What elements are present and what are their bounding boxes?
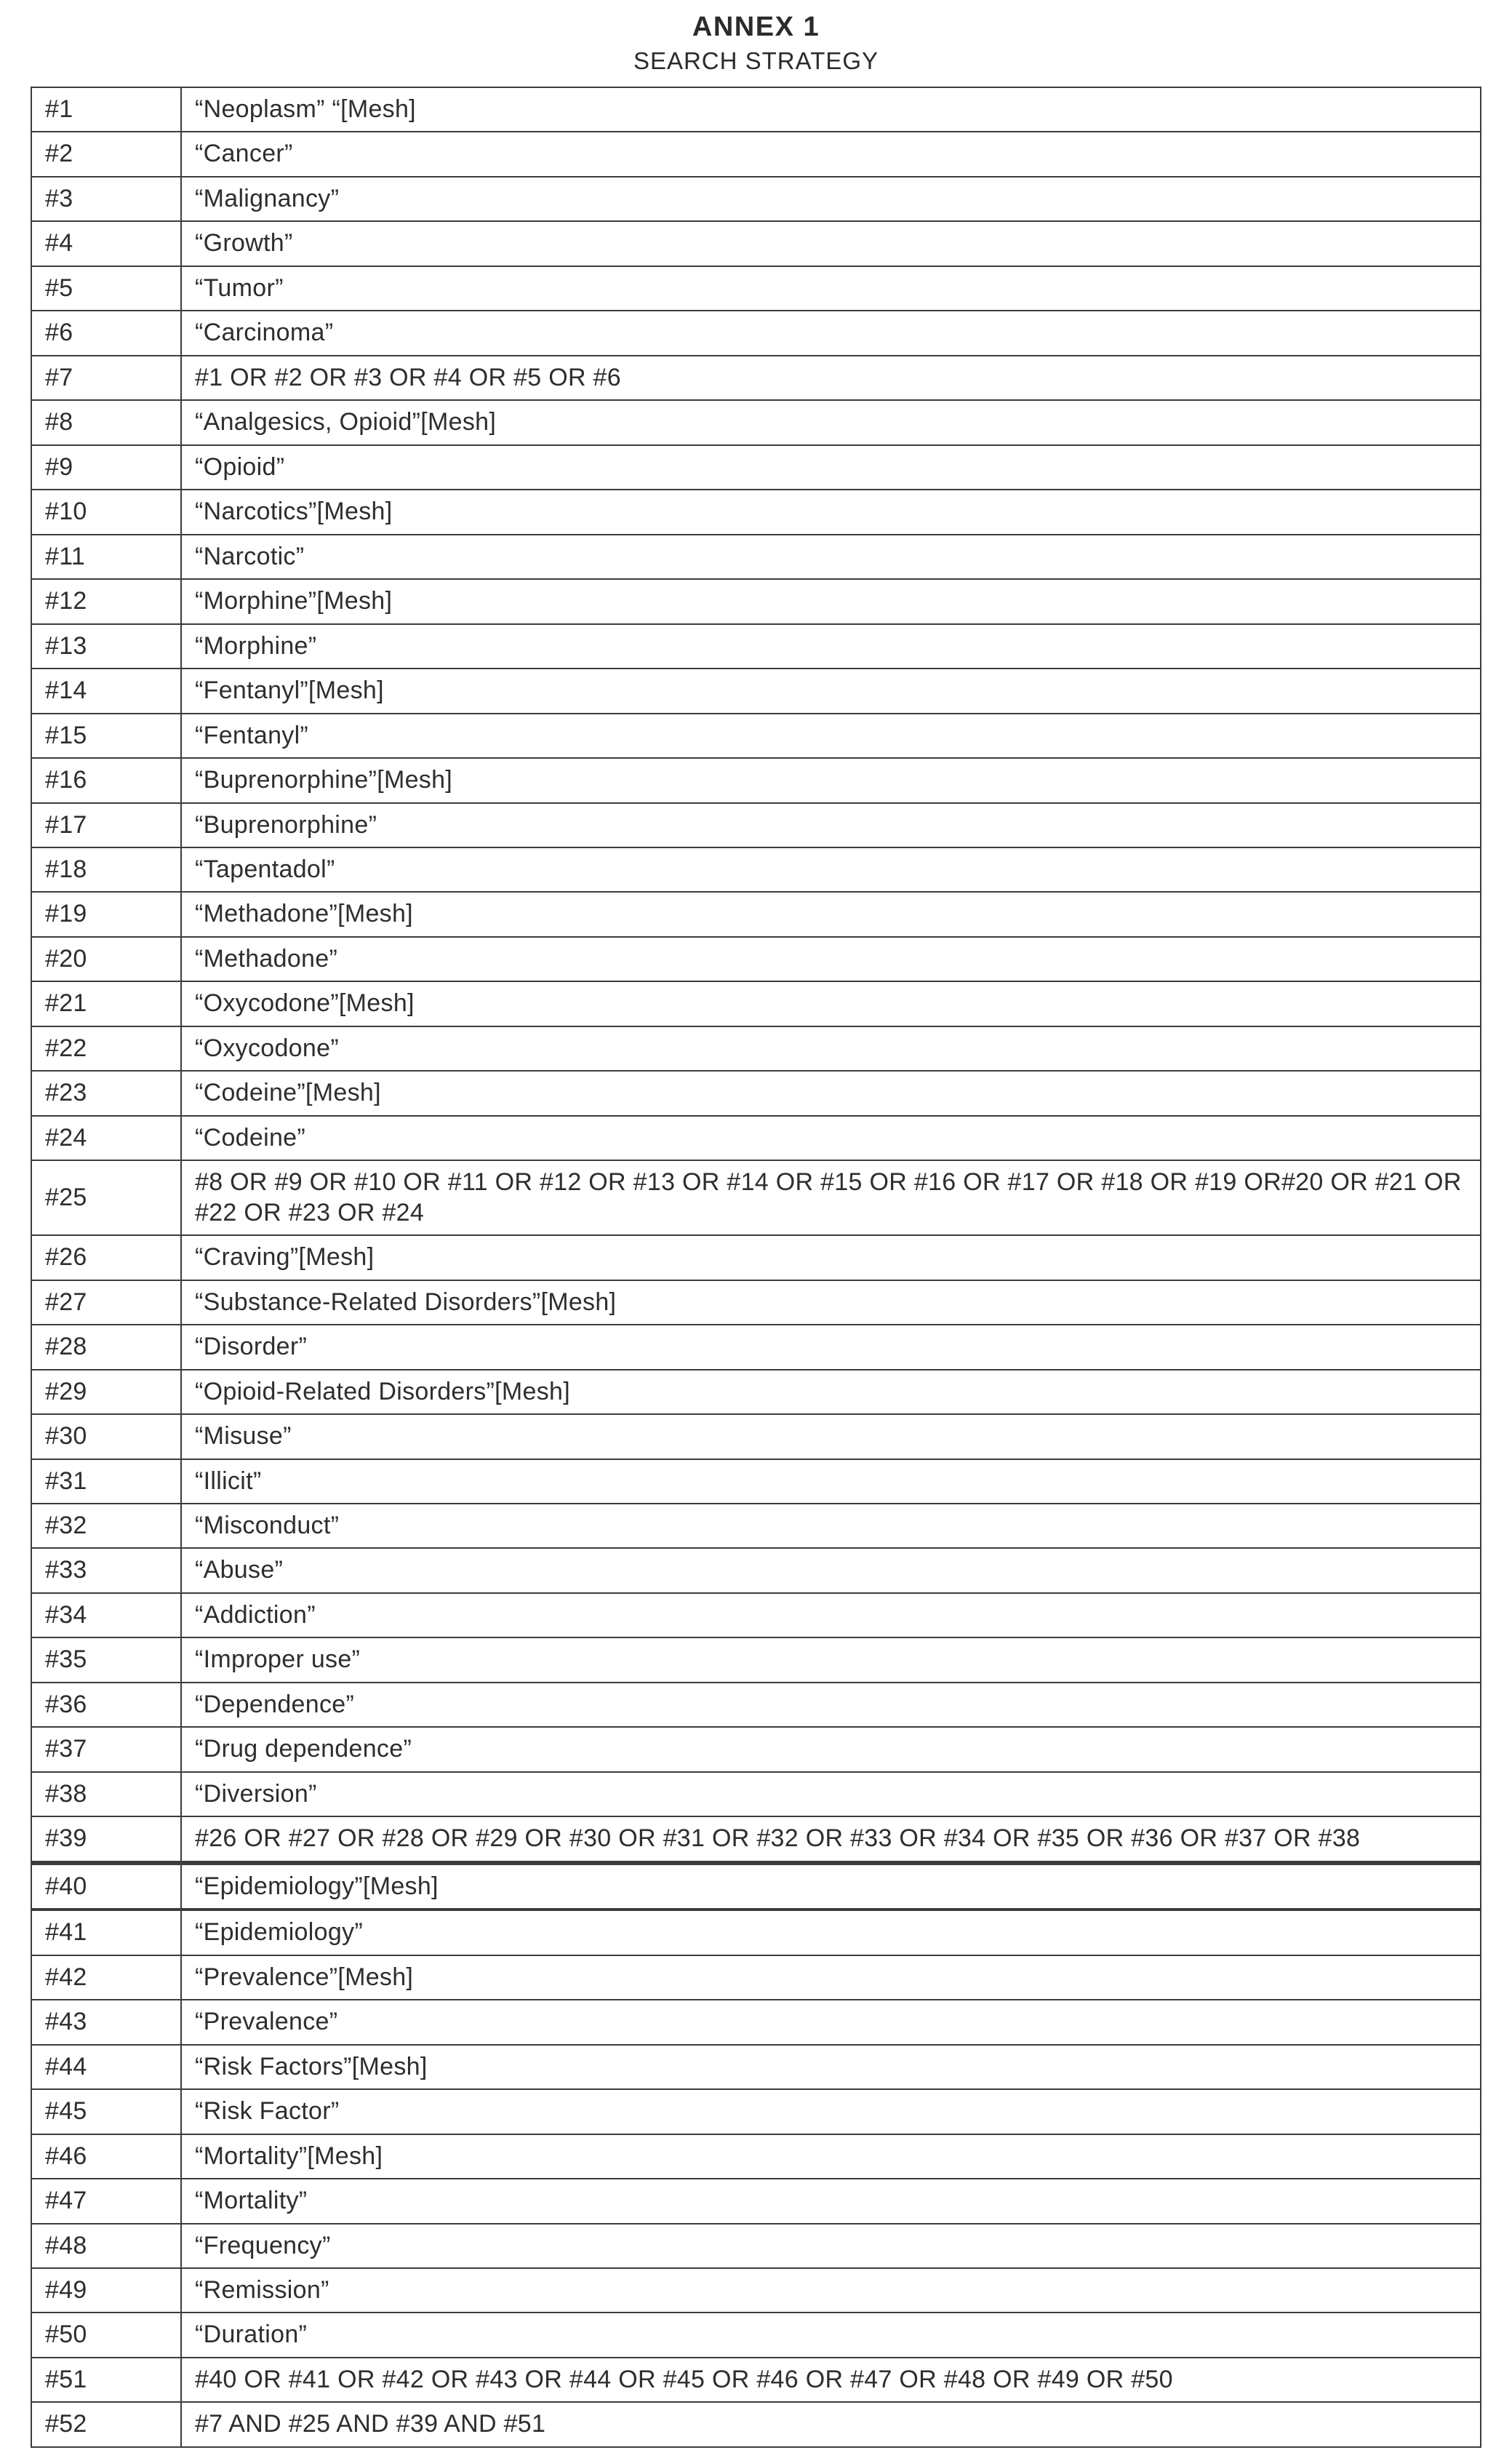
table-row [31, 1071, 1481, 1115]
annex-subtitle: SEARCH STRATEGY [633, 47, 879, 74]
search-strategy-table [31, 87, 1481, 2448]
row-query: “Craving”[Mesh] [181, 1235, 1481, 1280]
table-row [31, 2402, 1481, 2446]
row-id: #4 [31, 221, 181, 266]
row-id: #6 [31, 311, 181, 355]
row-query: “Remission” [181, 2268, 1481, 2313]
row-query: “Risk Factors”[Mesh] [181, 2045, 1481, 2089]
row-id: #13 [31, 624, 181, 669]
table-row [31, 1026, 1481, 1071]
row-query: “Carcinoma” [181, 311, 1481, 355]
row-query: “Methadone”[Mesh] [181, 892, 1481, 936]
table-row [31, 1955, 1481, 2000]
table-row [31, 1325, 1481, 1369]
row-id: #31 [31, 1459, 181, 1504]
table-row [31, 2089, 1481, 2134]
table-row [31, 535, 1481, 579]
row-query: “Fentanyl” [181, 714, 1481, 758]
row-id: #36 [31, 1683, 181, 1727]
table-row [31, 937, 1481, 981]
table-row [31, 1370, 1481, 1414]
table-row [31, 2358, 1481, 2402]
table-row [31, 1683, 1481, 1727]
row-id: #24 [31, 1116, 181, 1160]
row-query: “Morphine” [181, 624, 1481, 669]
row-query: “Prevalence” [181, 2000, 1481, 2044]
row-query: “Growth” [181, 221, 1481, 266]
row-id: #16 [31, 758, 181, 802]
row-id: #17 [31, 803, 181, 847]
row-query: “Fentanyl”[Mesh] [181, 669, 1481, 713]
row-query: #7 AND #25 AND #39 AND #51 [181, 2402, 1481, 2446]
row-id: #25 [31, 1160, 181, 1235]
row-id: #29 [31, 1370, 181, 1414]
table-row [31, 1280, 1481, 1325]
row-query: “Opioid” [181, 445, 1481, 490]
table-row [31, 892, 1481, 936]
table-row [31, 1414, 1481, 1459]
row-query: “Epidemiology”[Mesh] [181, 1863, 1481, 1910]
row-query: “Malignancy” [181, 177, 1481, 221]
row-id: #47 [31, 2179, 181, 2223]
row-query: “Frequency” [181, 2224, 1481, 2268]
row-id: #18 [31, 847, 181, 892]
row-query: “Tapentadol” [181, 847, 1481, 892]
row-query: “Misconduct” [181, 1504, 1481, 1548]
table-row [31, 221, 1481, 266]
row-query: “Narcotic” [181, 535, 1481, 579]
row-query: “Narcotics”[Mesh] [181, 490, 1481, 534]
row-id: #35 [31, 1637, 181, 1682]
row-query: #1 OR #2 OR #3 OR #4 OR #5 OR #6 [181, 356, 1481, 400]
row-id: #45 [31, 2089, 181, 2134]
row-query: “Methadone” [181, 937, 1481, 981]
row-id: #41 [31, 1910, 181, 1955]
row-query: “Codeine” [181, 1116, 1481, 1160]
row-id: #28 [31, 1325, 181, 1369]
row-id: #40 [31, 1863, 181, 1910]
row-id: #43 [31, 2000, 181, 2044]
table-row [31, 1816, 1481, 1862]
row-id: #14 [31, 669, 181, 713]
table-row [31, 1727, 1481, 1771]
table-row [31, 177, 1481, 221]
row-id: #51 [31, 2358, 181, 2402]
row-query: “Misuse” [181, 1414, 1481, 1459]
table-row [31, 847, 1481, 892]
row-id: #10 [31, 490, 181, 534]
row-query: “Buprenorphine”[Mesh] [181, 758, 1481, 802]
search-table-body [31, 87, 1481, 2447]
row-id: #42 [31, 1955, 181, 2000]
row-id: #19 [31, 892, 181, 936]
row-id: #26 [31, 1235, 181, 1280]
row-query: “Cancer” [181, 132, 1481, 176]
row-id: #5 [31, 266, 181, 311]
row-id: #12 [31, 579, 181, 623]
table-row [31, 311, 1481, 355]
table-row [31, 1863, 1481, 1910]
table-row [31, 1160, 1481, 1235]
row-id: #3 [31, 177, 181, 221]
table-row [31, 87, 1481, 132]
row-query: “Oxycodone”[Mesh] [181, 981, 1481, 1026]
row-query: #26 OR #27 OR #28 OR #29 OR #30 OR #31 OR #32 OR #33 OR #34 OR #35 OR #36 OR #37 OR #38 [181, 1816, 1481, 1862]
table-row [31, 1459, 1481, 1504]
row-id: #21 [31, 981, 181, 1026]
row-query: “Morphine”[Mesh] [181, 579, 1481, 623]
table-row [31, 490, 1481, 534]
table-row [31, 1593, 1481, 1637]
row-id: #50 [31, 2313, 181, 2357]
table-row [31, 1910, 1481, 1955]
row-query: “Duration” [181, 2313, 1481, 2357]
table-row [31, 669, 1481, 713]
row-query: “Tumor” [181, 266, 1481, 311]
row-query: “Dependence” [181, 1683, 1481, 1727]
table-row [31, 2179, 1481, 2223]
annex-title: ANNEX 1 [692, 12, 820, 42]
row-query: “Neoplasm” “[Mesh] [181, 87, 1481, 132]
table-row [31, 981, 1481, 1026]
row-id: #30 [31, 1414, 181, 1459]
row-query: “Mortality”[Mesh] [181, 2134, 1481, 2179]
table-row [31, 400, 1481, 444]
row-query: #8 OR #9 OR #10 OR #11 OR #12 OR #13 OR #14 OR #15 OR #16 OR #17 OR #18 OR #19 OR#20 OR #21 OR #22 OR #23 OR #24 [181, 1160, 1481, 1235]
row-id: #8 [31, 400, 181, 444]
row-query: “Epidemiology” [181, 1910, 1481, 1955]
row-id: #39 [31, 1816, 181, 1862]
table-row [31, 1637, 1481, 1682]
row-query: “Drug dependence” [181, 1727, 1481, 1771]
row-query: “Codeine”[Mesh] [181, 1071, 1481, 1115]
row-id: #23 [31, 1071, 181, 1115]
row-id: #34 [31, 1593, 181, 1637]
row-query: #40 OR #41 OR #42 OR #43 OR #44 OR #45 OR #46 OR #47 OR #48 OR #49 OR #50 [181, 2358, 1481, 2402]
row-query: “Disorder” [181, 1325, 1481, 1369]
row-id: #46 [31, 2134, 181, 2179]
row-id: #48 [31, 2224, 181, 2268]
table-row [31, 624, 1481, 669]
table-row [31, 445, 1481, 490]
row-query: “Diversion” [181, 1772, 1481, 1816]
table-row [31, 1504, 1481, 1548]
table-row [31, 803, 1481, 847]
table-row [31, 2000, 1481, 2044]
row-query: “Risk Factor” [181, 2089, 1481, 2134]
row-id: #11 [31, 535, 181, 579]
row-id: #2 [31, 132, 181, 176]
row-query: “Substance-Related Disorders”[Mesh] [181, 1280, 1481, 1325]
row-query: “Illicit” [181, 1459, 1481, 1504]
annex-header [31, 12, 1481, 75]
row-id: #37 [31, 1727, 181, 1771]
table-row [31, 1235, 1481, 1280]
row-id: #44 [31, 2045, 181, 2089]
table-row [31, 714, 1481, 758]
table-row [31, 2134, 1481, 2179]
row-query: “Buprenorphine” [181, 803, 1481, 847]
row-query: “Addiction” [181, 1593, 1481, 1637]
row-id: #7 [31, 356, 181, 400]
table-row [31, 132, 1481, 176]
table-row [31, 1772, 1481, 1816]
row-id: #9 [31, 445, 181, 490]
row-id: #1 [31, 87, 181, 132]
row-id: #32 [31, 1504, 181, 1548]
table-row [31, 266, 1481, 311]
row-id: #20 [31, 937, 181, 981]
table-row [31, 1548, 1481, 1592]
row-id: #52 [31, 2402, 181, 2446]
row-id: #49 [31, 2268, 181, 2313]
table-row [31, 2045, 1481, 2089]
table-row [31, 2224, 1481, 2268]
table-row [31, 2268, 1481, 2313]
table-row [31, 758, 1481, 802]
row-query: “Abuse” [181, 1548, 1481, 1592]
row-query: “Improper use” [181, 1637, 1481, 1682]
row-id: #22 [31, 1026, 181, 1071]
table-row [31, 356, 1481, 400]
row-id: #33 [31, 1548, 181, 1592]
table-row [31, 579, 1481, 623]
table-row [31, 2313, 1481, 2357]
table-row [31, 1116, 1481, 1160]
row-query: “Analgesics, Opioid”[Mesh] [181, 400, 1481, 444]
row-id: #15 [31, 714, 181, 758]
row-query: “Oxycodone” [181, 1026, 1481, 1071]
row-query: “Prevalence”[Mesh] [181, 1955, 1481, 2000]
row-query: “Opioid-Related Disorders”[Mesh] [181, 1370, 1481, 1414]
row-id: #27 [31, 1280, 181, 1325]
row-id: #38 [31, 1772, 181, 1816]
row-query: “Mortality” [181, 2179, 1481, 2223]
